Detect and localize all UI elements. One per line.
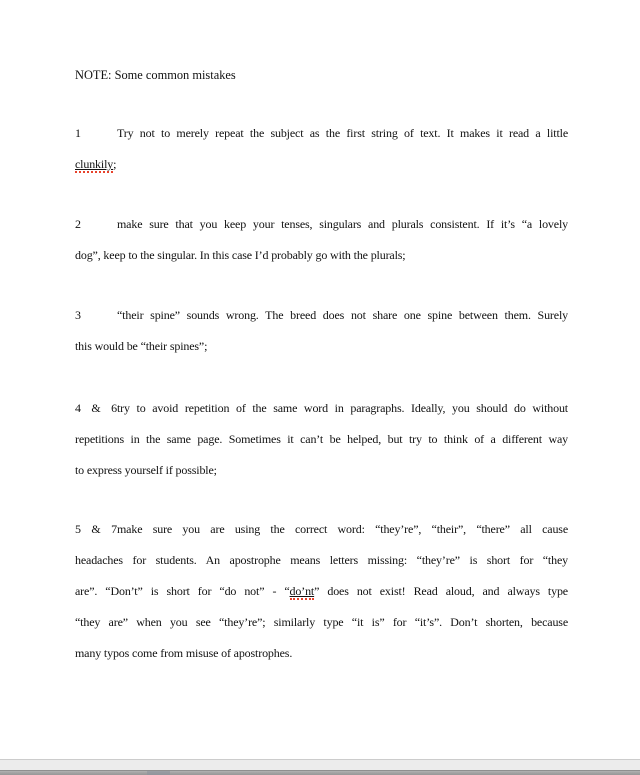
text-line [75, 209, 568, 240]
text-line [75, 300, 568, 331]
text-line [75, 638, 568, 669]
text-line [75, 393, 568, 424]
text-run: Try not to merely repeat the subject as the first string of text. It makes it read a little [117, 126, 568, 140]
text-line [75, 424, 568, 455]
list-marker: 2 [75, 217, 81, 231]
misspelled-word[interactable]: do’nt [289, 584, 315, 598]
text-line [75, 240, 568, 271]
background-window-edge-streak [147, 771, 170, 775]
misspelled-word[interactable]: clunkily [75, 157, 114, 171]
text-line [75, 455, 568, 486]
text-run: repetitions in the same page. Sometimes it can’t be helped, but try to think of a different way [75, 432, 568, 446]
text-run: headaches for students. An apostrophe means letters missing: “they’re” is short for “they [75, 553, 568, 567]
text-run: ; [113, 157, 117, 171]
text-line [75, 545, 568, 576]
text-run: make sure that you keep your tenses, singulars and plurals consistent. If it’s “a lovely [117, 217, 568, 231]
paragraph-note-1[interactable] [75, 118, 568, 180]
text-run: make sure you are using the correct word: “they’re”, “their”, “there” all cause [117, 522, 568, 536]
paragraph-note-5-and-7[interactable] [75, 514, 568, 669]
document-title: NOTE: Some common mistakes [75, 68, 236, 82]
text-run: are”. “Don’t” is short for “do not” - “ [75, 584, 290, 598]
text-line [75, 118, 568, 149]
text-run: try to avoid repetition of the same word in paragraphs. Ideally, you should do without [117, 401, 568, 415]
text-line [75, 576, 568, 607]
text-run: “their spine” sounds wrong. The breed does not share one spine between them. Surely [117, 308, 568, 322]
paragraph-note-2[interactable] [75, 209, 568, 271]
paragraph-note-3[interactable] [75, 300, 568, 362]
list-marker: 3 [75, 308, 81, 322]
paragraph-note-4-and-6[interactable] [75, 393, 568, 486]
text-line [75, 331, 568, 362]
text-line [75, 607, 568, 638]
text-run: many typos come from misuse of apostrophes. [75, 646, 293, 660]
list-marker: 5 & 7 [75, 522, 117, 536]
text-run: to express yourself if possible; [75, 463, 217, 477]
text-run: ” does not exist! Read aloud, and always type [314, 584, 568, 598]
text-line [75, 514, 568, 545]
text-run: dog”, keep to the singular. In this case I’d probably go with the plurals; [75, 248, 406, 262]
text-run: “they are” when you see “they’re”; similarly type “it is” for “it’s”. Don’t shorten, because [75, 615, 568, 629]
list-marker: 1 [75, 126, 81, 140]
text-run: this would be “their spines”; [75, 339, 208, 353]
background-window-edge[interactable] [0, 770, 640, 775]
window-bottom-bar [0, 759, 640, 770]
text-line [75, 149, 568, 180]
list-marker: 4 & 6 [75, 401, 117, 415]
